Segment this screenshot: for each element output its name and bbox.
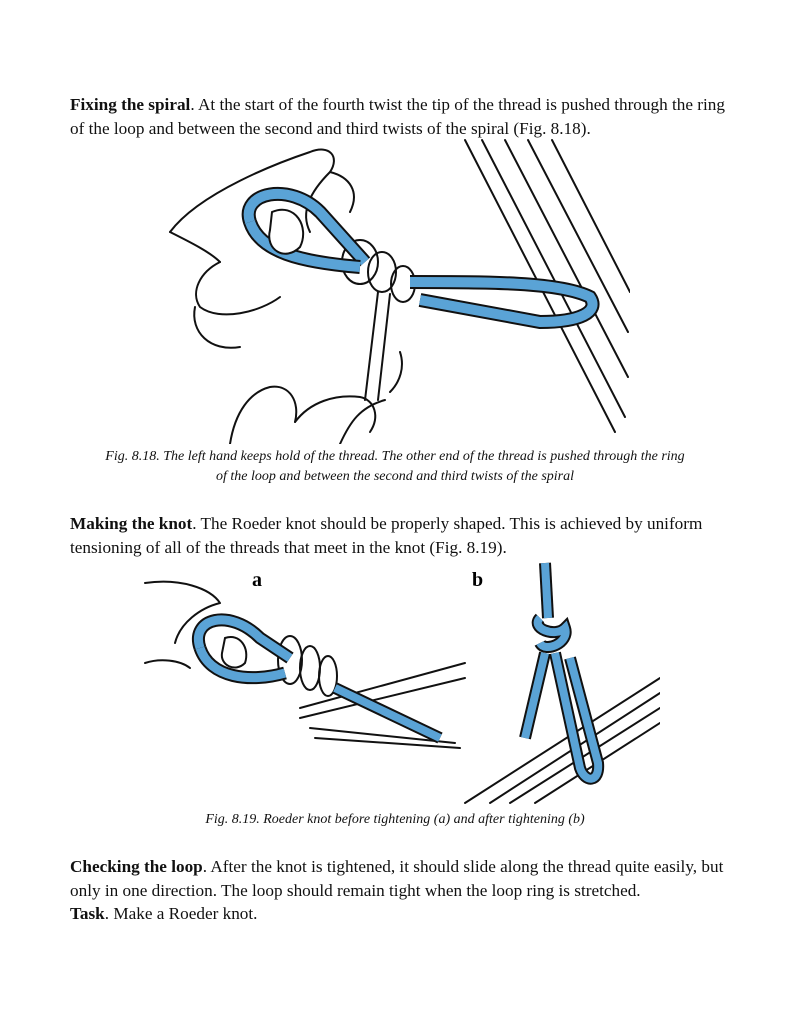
paragraph-making-knot: [70, 512, 730, 559]
heading-checking-loop: Checking the loop: [70, 857, 203, 876]
caption-fig-8-18: [60, 447, 730, 487]
caption-fig-8-18-line1: Fig. 8.18. The left hand keeps hold of the thread. The other end of the thread is pushed through the ring: [105, 449, 685, 464]
heading-task: Task: [70, 904, 105, 923]
figure-8-18-illustration: [160, 132, 630, 444]
label-a: a: [252, 569, 262, 591]
caption-fig-8-18-line2: of the loop and between the second and third twists of the spiral: [215, 469, 574, 484]
heading-making-knot: Making the knot: [70, 514, 193, 533]
caption-fig-8-19: Fig. 8.19. Roeder knot before tightening (a) and after tightening (b): [205, 812, 585, 827]
figure-8-19a-illustration: [140, 568, 470, 808]
text-checking-loop: . After the knot is tightened, it should slide along the thread quite easily, but only in one direction. The loop should remain tight when the loop ring is stretched.: [70, 857, 724, 900]
text-task: . Make a Roeder knot.: [104, 904, 258, 923]
figure-8-19b-illustration: [460, 558, 660, 808]
paragraph-checking-loop: [70, 855, 730, 926]
label-b: b: [472, 569, 484, 591]
text-fixing-spiral: . At the start of the fourth twist the tip of the thread is pushed through the ring of the loop and between the second and third twists of the spiral (Fig. 8.18).: [70, 95, 725, 138]
heading-fixing-spiral: Fixing the spiral: [70, 95, 191, 114]
text-making-knot: . The Roeder knot should be properly shaped. This is achieved by uniform tensioning of all of the threads that meet in the knot (Fig. 8.19).: [70, 514, 703, 557]
